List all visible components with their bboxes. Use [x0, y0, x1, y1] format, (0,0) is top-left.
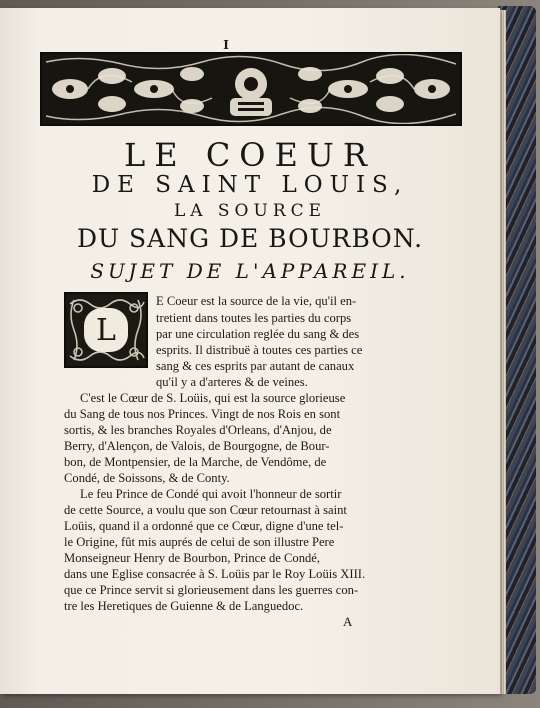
body-line-20: tre les Heretiques de Guienne & de Languedoc. [64, 599, 304, 613]
body-line-17: Monseigneur Henry de Bourbon, Prince de Condé, [64, 551, 321, 565]
body-line-18: dans une Eglise consacrée à S. Loüis par le Roy Loüis XIII. [64, 567, 366, 581]
title-line-3: LA SOURCE [173, 201, 327, 221]
body-line-14: de cette Source, a voulu que son Cœur retournast à saint [64, 503, 347, 517]
body-line-13: Le feu Prince de Condé qui avoit l'honneur de sortir [80, 487, 342, 501]
body-line-6: qu'il y a d'arteres & de veines. [156, 375, 308, 389]
body-line-1: E Coeur est la source de la vie, qu'il en- [156, 294, 357, 308]
body-line-10: Berry, d'Alençon, de Valois, de Bourgogne, de Bour- [64, 439, 330, 453]
body-line-19: que ce Prince servit si glorieusement dans les guerres con- [64, 583, 359, 597]
drop-cap-ornament [64, 292, 148, 368]
body-line-7: C'est le Cœur de S. Loüis, qui est la source glorieuse [80, 391, 346, 405]
body-line-4: esprits. Il distribuë à toutes ces parties ce [156, 343, 363, 357]
catchword: A [343, 614, 353, 629]
title-line-4: DU SANG DE BOURBON. [76, 224, 424, 253]
headpiece-icon [42, 54, 460, 124]
body-line-9: sortis, & les branches Royales d'Orleans, d'Anjou, de [64, 423, 332, 437]
body-line-16: le Origine, fût mis auprés de celui de son illustre Pere [64, 535, 335, 549]
title-line-2: DE SAINT LOUIS, [91, 172, 409, 198]
body-line-5: sang & ces esprits par autant de canaux [156, 359, 355, 373]
body-line-2: tretient dans toutes les parties du corps [156, 311, 352, 325]
body-line-12: Condé, de Soissons, & de Conty. [64, 471, 230, 485]
floral-headpiece-ornament [40, 52, 462, 126]
body-line-8: du Sang de tous nos Princes. Vingt de nos Rois en sont [64, 407, 341, 421]
dropcap-letter: L [96, 312, 116, 348]
body-line-3: par une circulation reglée du sang & des [156, 327, 360, 341]
title-line-1: LE COEUR [124, 136, 376, 174]
body-line-15: Loüis, quand il a ordonné que ce Cœur, digne d'une tel- [64, 519, 344, 533]
subtitle-sujet: SUJET DE L'APPAREIL. [90, 259, 410, 283]
body-line-11: bon, de Montpensier, de la Marche, de Vendôme, de [64, 455, 327, 469]
dropcap-medallion [84, 308, 128, 352]
page-number: I [223, 38, 229, 52]
